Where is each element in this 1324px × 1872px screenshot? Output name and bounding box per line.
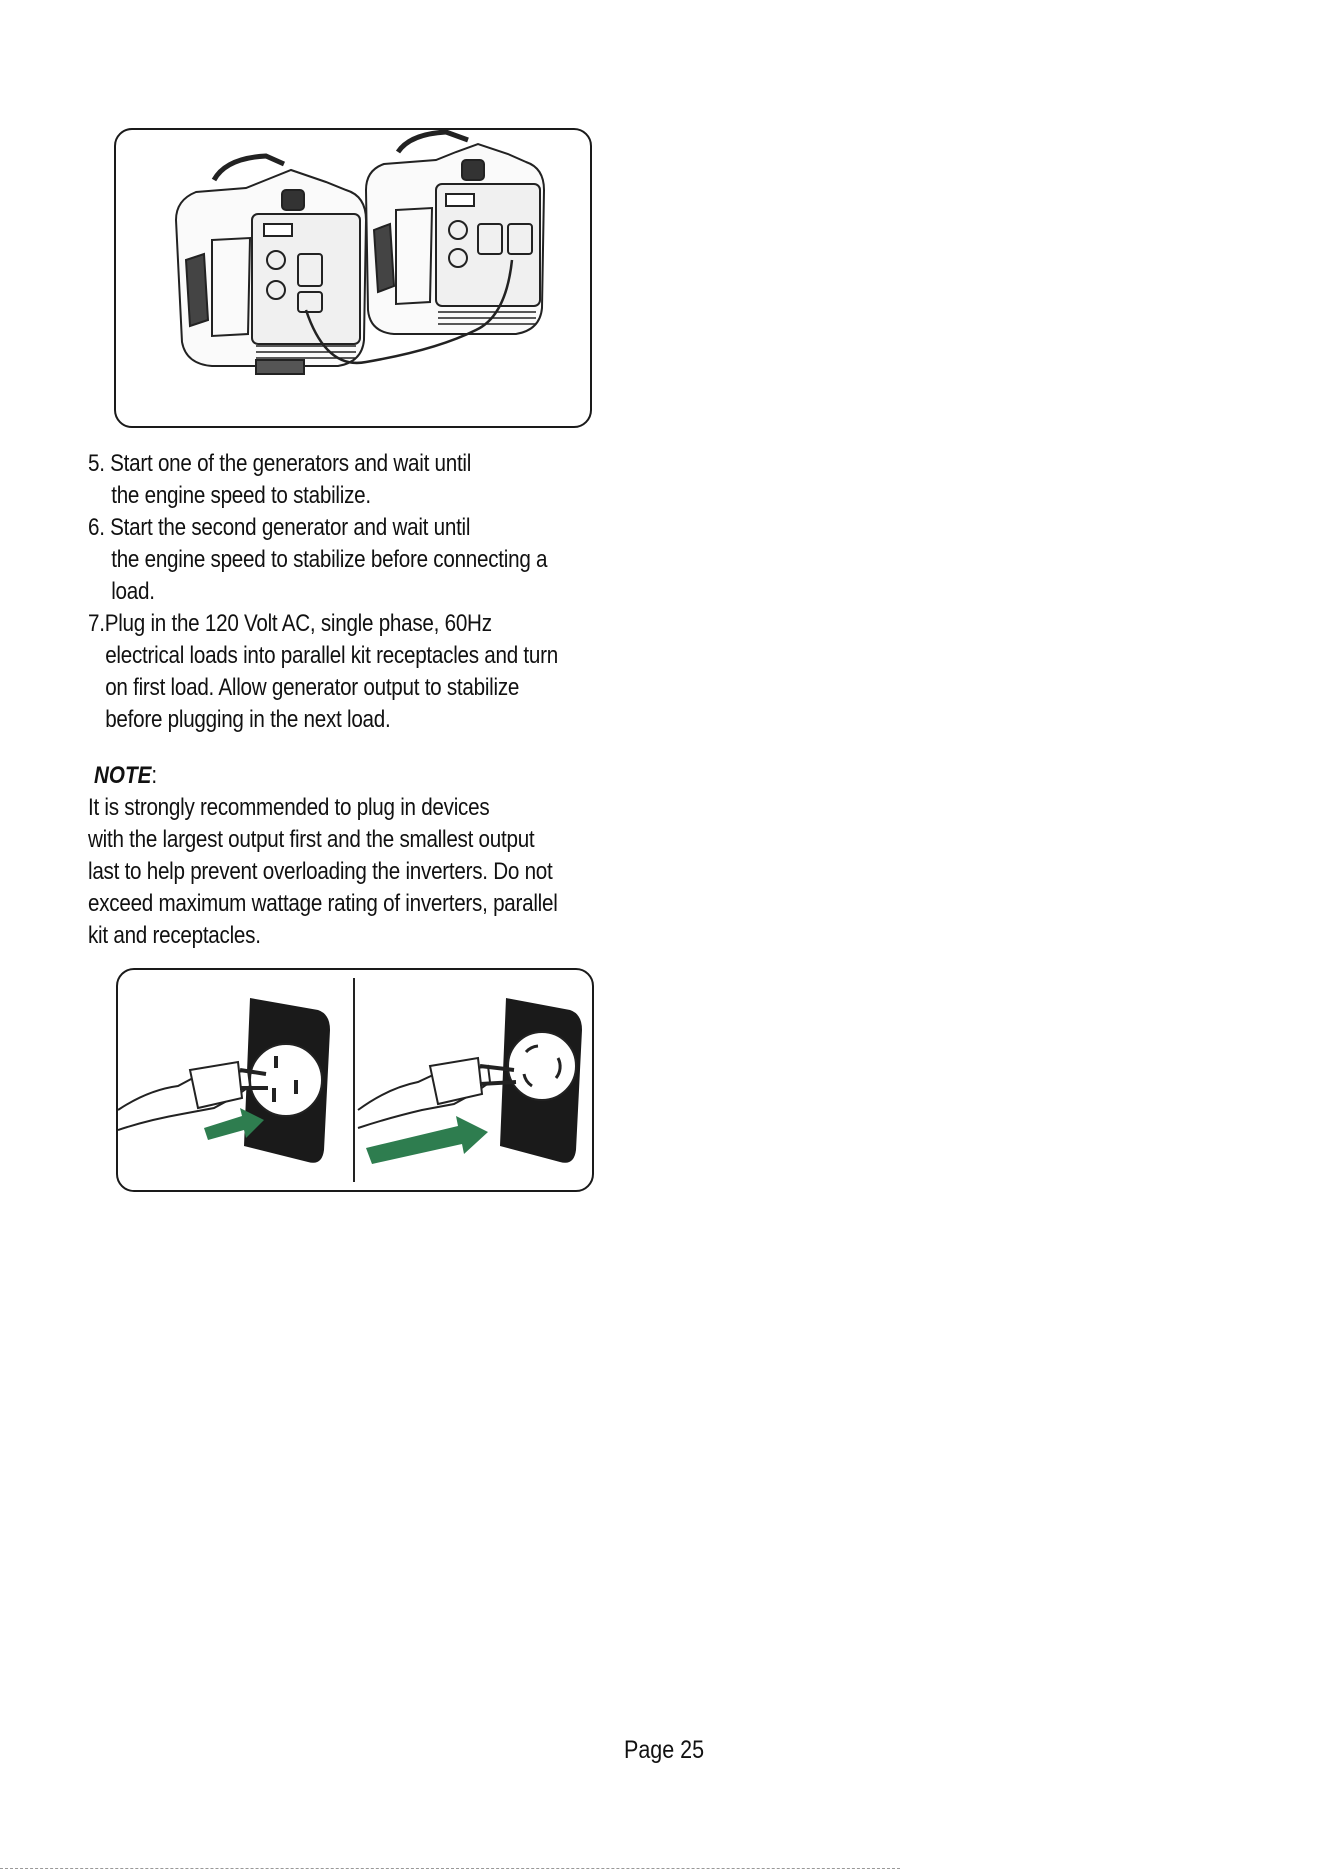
note-line-3: last to help prevent overloading the inverters. Do not — [88, 858, 553, 885]
step-6-line-3: load. — [111, 578, 155, 605]
insert-arrow-right — [366, 1116, 488, 1164]
note-line-4: exceed maximum wattage rating of inverters, parallel — [88, 890, 558, 917]
step-7-line-4: before plugging in the next load. — [105, 706, 391, 733]
note-line-5: kit and receptacles. — [88, 922, 261, 949]
step-7-line-2: electrical loads into parallel kit receptacles and turn — [105, 642, 558, 669]
note-label: NOTE — [94, 762, 152, 789]
note-colon: : — [151, 762, 158, 789]
locking-receptacle-panel — [358, 998, 582, 1164]
step-7-line-3: on first load. Allow generator output to stabilize — [105, 674, 520, 701]
step-6-line-2: the engine speed to stabilize before connecting a — [111, 546, 548, 573]
parallel-generators-illustration — [116, 130, 590, 426]
generator-right — [366, 132, 544, 334]
note-line-2: with the largest output first and the smallest output — [88, 826, 535, 853]
step-5-line-1: 5. Start one of the generators and wait until — [88, 450, 472, 477]
step-6-line-1: 6. Start the second generator and wait until — [88, 514, 471, 541]
note-heading — [94, 760, 157, 792]
note-line-1: It is strongly recommended to plug in devices — [88, 794, 490, 821]
footer-divider — [0, 1868, 900, 1870]
plug-receptacles-figure — [116, 968, 594, 1192]
plug-receptacles-illustration — [118, 970, 592, 1190]
step-5-line-2: the engine speed to stabilize. — [111, 482, 371, 509]
parallel-generators-figure — [114, 128, 592, 428]
steps-list — [88, 448, 570, 736]
receptacle-face-right — [508, 1032, 576, 1100]
page-number: Page 25 — [624, 1736, 705, 1764]
note-body — [88, 792, 570, 952]
receptacle-face-left — [250, 1044, 322, 1116]
straight-receptacle-panel — [118, 998, 330, 1163]
step-7-line-1: 7.Plug in the 120 Volt AC, single phase, 60Hz — [88, 610, 492, 637]
generator-left — [176, 156, 366, 374]
